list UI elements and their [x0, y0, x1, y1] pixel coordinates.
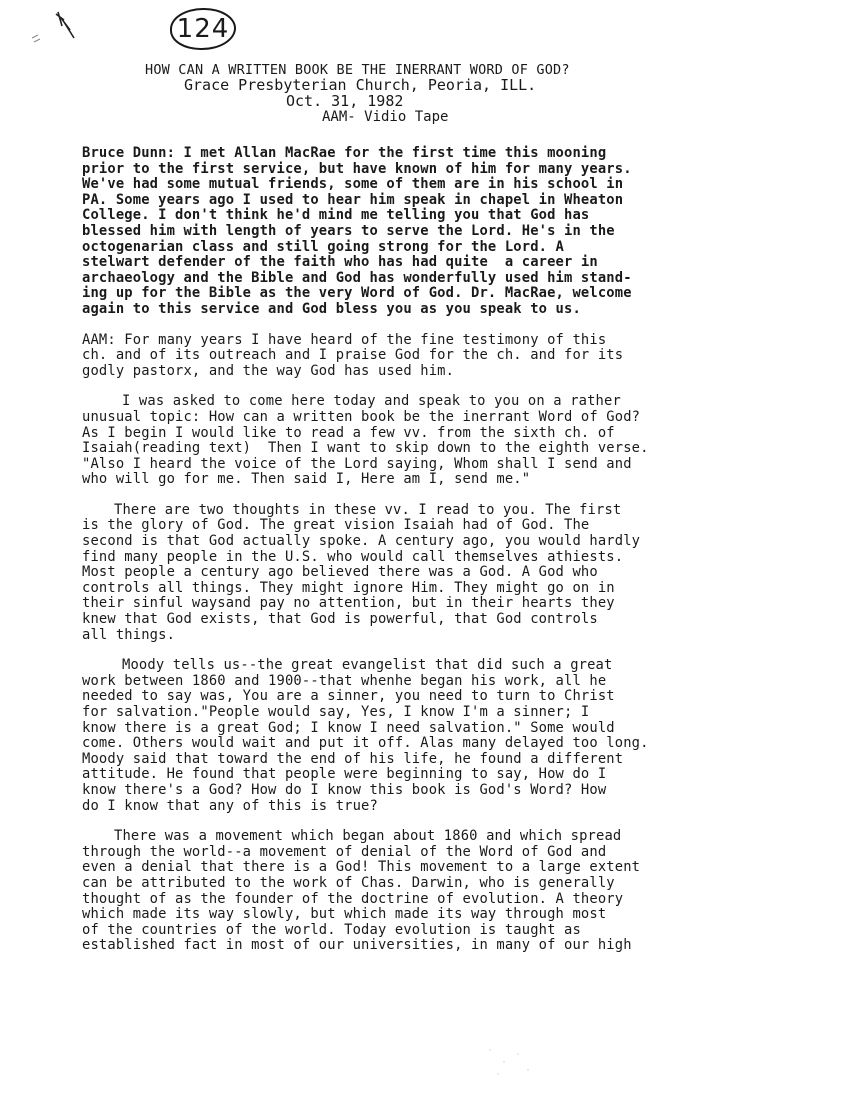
- text-line: I was asked to come here today and speak to you on a rather: [122, 393, 621, 410]
- text-line: College. I don't think he'd mind me telling you that God has: [82, 207, 590, 224]
- text-line: of the countries of the world. Today evolution is taught as: [82, 921, 581, 938]
- paragraph-two-thoughts: [82, 503, 782, 643]
- text-line: Isaiah(reading text) Then I want to skip down to the eighth verse.: [82, 440, 649, 457]
- text-line: second is that God actually spoke. A century ago, you would hardly: [82, 533, 641, 550]
- text-line: archaeology and the Bible and God has wonderfully used him stand-: [82, 269, 632, 286]
- text-line: Moody tells us--the great evangelist that did such a great: [122, 657, 613, 674]
- text-line: again to this service and God bless you as you speak to us.: [82, 300, 581, 317]
- text-line: who will go for me. Then said I, Here am I, send me.": [82, 471, 531, 488]
- paragraph-topic: [82, 394, 782, 488]
- text-line: We've had some mutual friends, some of them are in his school in: [82, 176, 624, 193]
- text-line: Most people a century ago believed there was a God. A God who: [82, 564, 598, 581]
- sermon-date: Oct. 31, 1982: [286, 92, 404, 110]
- text-line: ch. and of its outreach and I praise God for the ch. and for its: [82, 347, 624, 364]
- text-line: prior to the first service, but have known of him for many years.: [82, 160, 632, 177]
- transcript-body: [82, 146, 782, 969]
- text-line: know there's a God? How do I know this book is God's Word? How: [82, 781, 607, 798]
- text-line: work between 1860 and 1900--that whenhe began his work, all he: [82, 672, 607, 689]
- text-line: octogenarian class and still going strong for the Lord. A: [82, 238, 565, 255]
- text-line: know there is a great God; I know I need salvation." Some would: [82, 719, 615, 736]
- text-line: PA. Some years ago I used to hear him speak in chapel in Wheaton: [82, 191, 624, 208]
- text-line: There was a movement which began about 1860 and which spread: [114, 828, 622, 845]
- paragraph-introduction: [82, 146, 782, 318]
- text-line: for salvation."People would say, Yes, I know I'm a sinner; I: [82, 704, 590, 720]
- paragraph-moody: [82, 658, 782, 814]
- text-line: knew that God exists, that God is powerful, that God controls: [82, 611, 598, 628]
- page-number-circled: 124: [170, 8, 236, 50]
- text-line: Bruce Dunn: I met Allan MacRae for the first time this mooning: [82, 145, 607, 161]
- text-line: established fact in most of our universities, in many of our high: [82, 937, 632, 954]
- text-line: even a denial that there is a God! This movement to a large extent: [82, 859, 641, 876]
- text-line: needed to say was, You are a sinner, you need to turn to Christ: [82, 688, 615, 705]
- text-line: AAM: For many years I have heard of the fine testimony of this: [82, 331, 607, 348]
- text-line: "Also I heard the voice of the Lord saying, Whom shall I send and: [82, 455, 632, 472]
- document-title: HOW CAN A WRITTEN BOOK BE THE INERRANT WORD OF GOD?: [145, 62, 570, 78]
- text-line: blessed him with length of years to serve the Lord. He's in the: [82, 222, 615, 239]
- text-line: come. Others would wait and put it off. Alas many delayed too long.: [82, 735, 649, 752]
- text-line: do I know that any of this is true?: [82, 797, 378, 814]
- text-line: Moody said that toward the end of his life, he found a different: [82, 750, 624, 767]
- text-line: their sinful waysand pay no attention, but in their hearts they: [82, 595, 615, 612]
- text-line: thought of as the founder of the doctrine of evolution. A theory: [82, 890, 624, 907]
- scan-smudge: [470, 1040, 550, 1080]
- text-line: stelwart defender of the faith who has had quite a career in: [82, 254, 598, 271]
- text-line: all things.: [82, 626, 176, 643]
- text-line: is the glory of God. The great vision Isaiah had of God. The: [82, 517, 590, 534]
- text-line: attitude. He found that people were beginning to say, How do I: [82, 766, 607, 783]
- text-line: can be attributed to the work of Chas. Darwin, who is generally: [82, 874, 615, 891]
- text-line: There are two thoughts in these vv. I read to you. The first: [114, 501, 622, 518]
- paragraph-aam-opening: [82, 333, 782, 380]
- text-line: unusual topic: How can a written book be the inerrant Word of God?: [82, 408, 641, 425]
- text-line: As I begin I would like to read a few vv. from the sixth ch. of: [82, 424, 615, 441]
- text-line: which made its way slowly, but which made its way through most: [82, 906, 607, 923]
- text-line: through the world--a movement of denial of the Word of God and: [82, 843, 607, 860]
- church-name: Grace Presbyterian Church, Peoria, ILL.: [184, 76, 537, 94]
- paragraph-darwin-movement: [82, 829, 782, 954]
- text-line: controls all things. They might ignore Him. They might go on in: [82, 579, 615, 596]
- corner-scribble-mark: [28, 8, 78, 48]
- text-line: find many people in the U.S. who would call themselves athiests.: [82, 548, 624, 565]
- text-line: godly pastorx, and the way God has used him.: [82, 362, 455, 379]
- text-line: ing up for the Bible as the very Word of God. Dr. MacRae, welcome: [82, 285, 632, 302]
- tape-label: AAM- Vidio Tape: [322, 109, 449, 125]
